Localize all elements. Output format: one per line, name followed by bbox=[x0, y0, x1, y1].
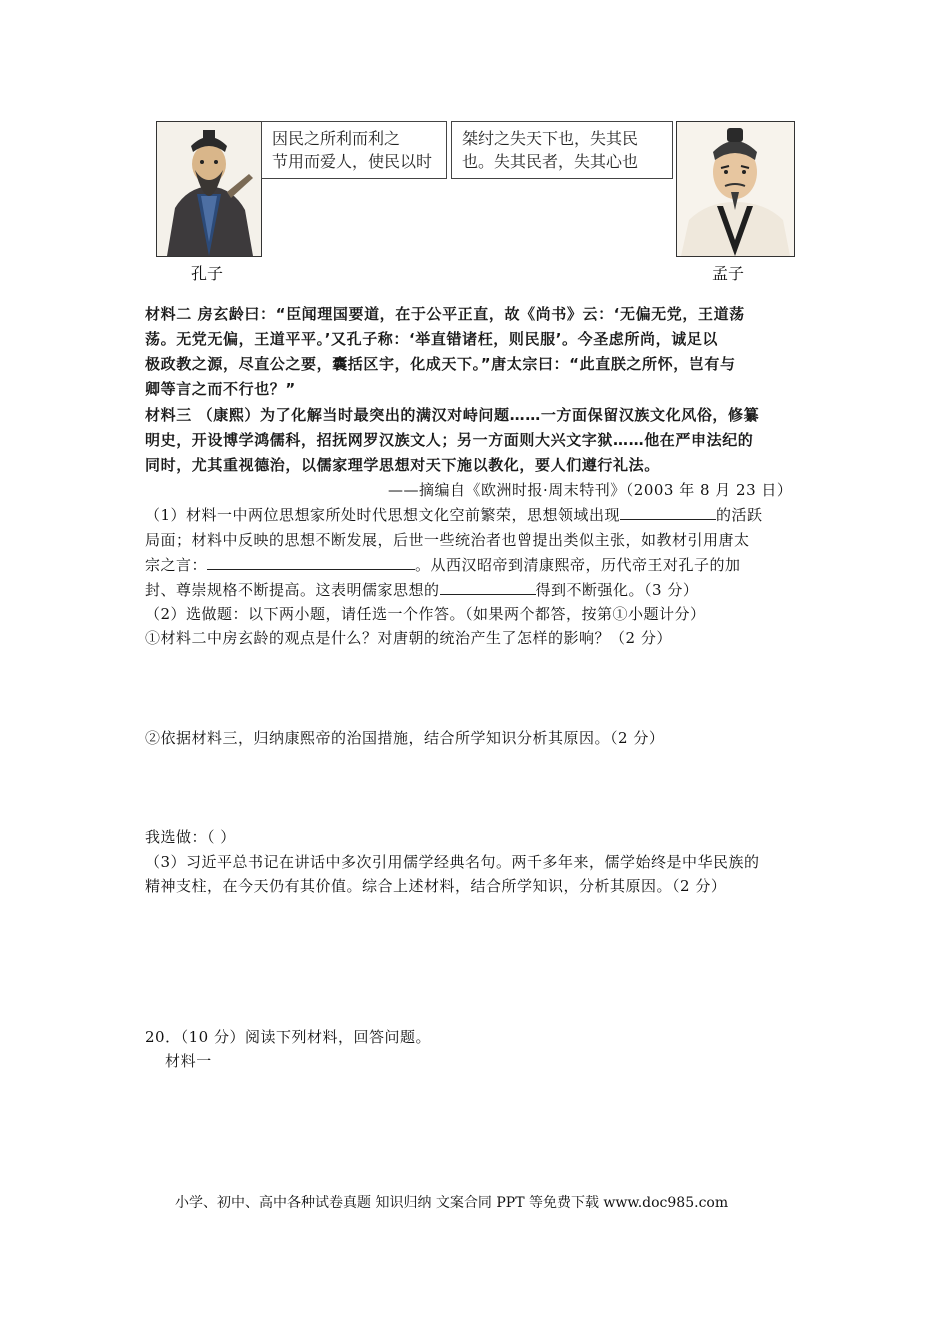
q2-option-1: ①材料二中房玄龄的观点是什么？对唐朝的统治产生了怎样的影响？（2 分） bbox=[145, 629, 672, 647]
thinkers-figure bbox=[155, 118, 795, 288]
q3-line: 精神支柱，在今天仍有其价值。综合上述材料，结合所学知识，分析其原因。（2 分） bbox=[145, 877, 727, 895]
mencius-portrait bbox=[676, 121, 795, 257]
page-footer: 小学、初中、高中各种试卷真题 知识归纳 文案合同 PPT 等免费下载 www.doc985.com bbox=[175, 1195, 729, 1211]
material3-line: 明史，开设博学鸿儒科，招抚网罗汉族文人；另一方面则大兴文字狱……他在严申法纪的 bbox=[145, 431, 754, 449]
q20-material1-label: 材料一 bbox=[165, 1052, 212, 1070]
q3-line: （3）习近平总书记在讲话中多次引用儒学经典名句。两千多年来，儒学始终是中华民族的 bbox=[145, 853, 760, 871]
material2-line: 卿等言之而不行也？” bbox=[145, 380, 296, 398]
material2-line: 材料二 房玄龄曰：“臣闻理国要道，在于公平正直，故《尚书》云：‘无偏无党，王道荡 bbox=[145, 305, 745, 323]
confucius-speech-bubble bbox=[261, 121, 447, 179]
q2-choice[interactable]: 我选做：（ ） bbox=[145, 828, 236, 846]
q1-text: 。从西汉昭帝到清康熙帝，历代帝王对孔子的加 bbox=[415, 556, 741, 574]
q2-option-2: ②依据材料三，归纳康熙帝的治国措施，结合所学知识分析其原因。（2 分） bbox=[145, 729, 665, 747]
mencius-speech-bubble bbox=[451, 121, 673, 179]
q1-line-1 bbox=[145, 504, 810, 525]
q1-line-4 bbox=[145, 579, 810, 600]
answer-blank[interactable] bbox=[620, 505, 716, 520]
bubble-line: 节用而爱人，使民以时 bbox=[272, 152, 433, 171]
bubble-line: 桀纣之失天下也，失其民 bbox=[462, 129, 639, 148]
bubble-line: 也。失其民者，失其心也 bbox=[462, 152, 639, 171]
q1-line-2: 局面；材料中反映的思想不断发展，后世一些统治者也曾提出类似主张，如教材引用唐太 bbox=[145, 531, 750, 549]
q1-text: 的活跃 bbox=[716, 506, 763, 524]
confucius-portrait bbox=[156, 121, 262, 257]
q1-text: 宗之言： bbox=[145, 556, 208, 574]
material2-line: 极政教之源，尽直公之要，囊括区宇，化成天下。”唐太宗曰：“此直朕之所怀，岂有与 bbox=[145, 355, 736, 373]
answer-blank[interactable] bbox=[207, 555, 415, 570]
confucius-caption: 孔子 bbox=[191, 264, 224, 283]
q1-line-3 bbox=[145, 554, 810, 575]
material3-line: 材料三 （康熙）为了化解当时最突出的满汉对峙问题……一方面保留汉族文化风俗，修纂 bbox=[145, 406, 760, 424]
mencius-caption: 孟子 bbox=[712, 264, 745, 283]
material3-line: 同时，尤其重视德治，以儒家理学思想对天下施以教化，要人们遵行礼法。 bbox=[145, 456, 660, 474]
material3-source: ——摘编自《欧洲时报·周末特刊》（2003 年 8 月 23 日） bbox=[388, 481, 793, 499]
q1-text: 封、尊崇规格不断提高。这表明儒家思想的 bbox=[145, 581, 440, 599]
bubble-line: 因民之所利而利之 bbox=[272, 129, 401, 148]
q2-intro: （2）选做题：以下两小题，请任选一个作答。（如果两个都答，按第①小题计分） bbox=[145, 605, 706, 623]
material2-line: 荡。无党无偏，王道平平。’又孔子称：‘举直错诸枉，则民服’。今圣虑所尚，诚足以 bbox=[145, 330, 718, 348]
q1-text: 得到不断强化。（3 分） bbox=[535, 581, 699, 599]
q1-text: （1）材料一中两位思想家所处时代思想文化空前繁荣，思想领域出现 bbox=[145, 506, 621, 524]
answer-blank[interactable] bbox=[440, 580, 536, 595]
q20-title: 20．（10 分）阅读下列材料，回答问题。 bbox=[145, 1028, 431, 1046]
